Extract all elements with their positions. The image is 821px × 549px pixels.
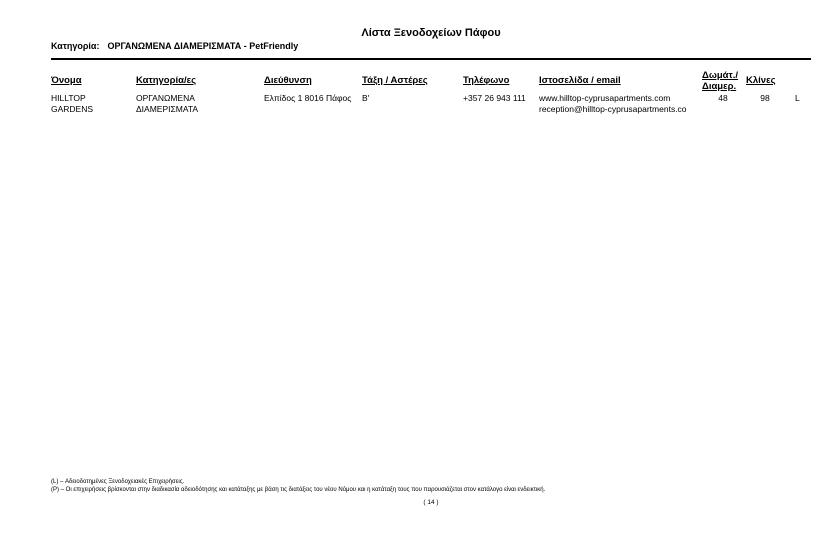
footnote-p: (P) – Οι επιχειρήσεις βρίσκονται στην διαδικασία αδειοδότησης και κατάταξης με βάση τις διατάξεις του νέου Νόμου και η κατάταξη τους που παρουσιάζεται στον κατάλογο είναι ενδεικτική. (51, 487, 546, 493)
hotel-rooms: 48 (718, 93, 728, 103)
category-label: Κατηγορία: (51, 41, 100, 51)
header-address: Διεύθυνση (264, 75, 312, 86)
page-number: ( 14 ) (423, 499, 439, 506)
header-name: Όνομα (51, 75, 82, 86)
hotel-website: www.hilltop-cyprusapartments.com (539, 93, 671, 103)
hotel-contact (539, 93, 687, 115)
hotel-category (136, 93, 198, 115)
category-value: ΟΡΓΑΝΩΜΕΝΑ ΔΙΑΜΕΡΙΣΜΑΤΑ - PetFriendly (107, 41, 299, 51)
footnote-l: (L) – Αδειοδοτημένες Ξενοδοχειακές Επιχειρήσεις. (51, 479, 185, 485)
hotel-name-line1: HILLTOP (51, 93, 86, 103)
hotel-category-line1: ΟΡΓΑΝΩΜΕΝΑ (136, 93, 195, 103)
header-class-stars: Τάξη / Αστέρες (362, 75, 428, 86)
hotel-beds: 98 (760, 93, 770, 103)
hotel-category-line2: ΔΙΑΜΕΡΙΣΜΑΤΑ (136, 104, 199, 114)
header-rooms-line2: Διαμερ. (702, 81, 737, 92)
hotel-status: L (795, 93, 800, 103)
category-line (51, 41, 298, 51)
header-rooms-line1: Δωμάτ./ (702, 70, 739, 81)
hotel-name-line2: GARDENS (51, 104, 94, 114)
header-phone: Τηλέφωνο (463, 75, 510, 86)
hotel-name (51, 93, 93, 115)
header-category: Κατηγορία/ες (136, 75, 197, 86)
footnotes (51, 478, 545, 494)
hotel-email: reception@hilltop-cyprusapartments.co (539, 104, 687, 114)
header-beds: Κλίνες (746, 75, 776, 86)
hotel-address: Ελπίδος 1 8016 Πάφος (264, 93, 352, 103)
header-rooms (702, 70, 738, 92)
hotel-phone: +357 26 943 111 (463, 93, 526, 103)
header-website-email: Ιστοσελίδα / email (539, 75, 621, 86)
hotel-class-stars: Β' (362, 93, 370, 103)
header-divider (51, 58, 811, 60)
document-title: Λίστα Ξενοδοχείων Πάφου (361, 27, 501, 39)
